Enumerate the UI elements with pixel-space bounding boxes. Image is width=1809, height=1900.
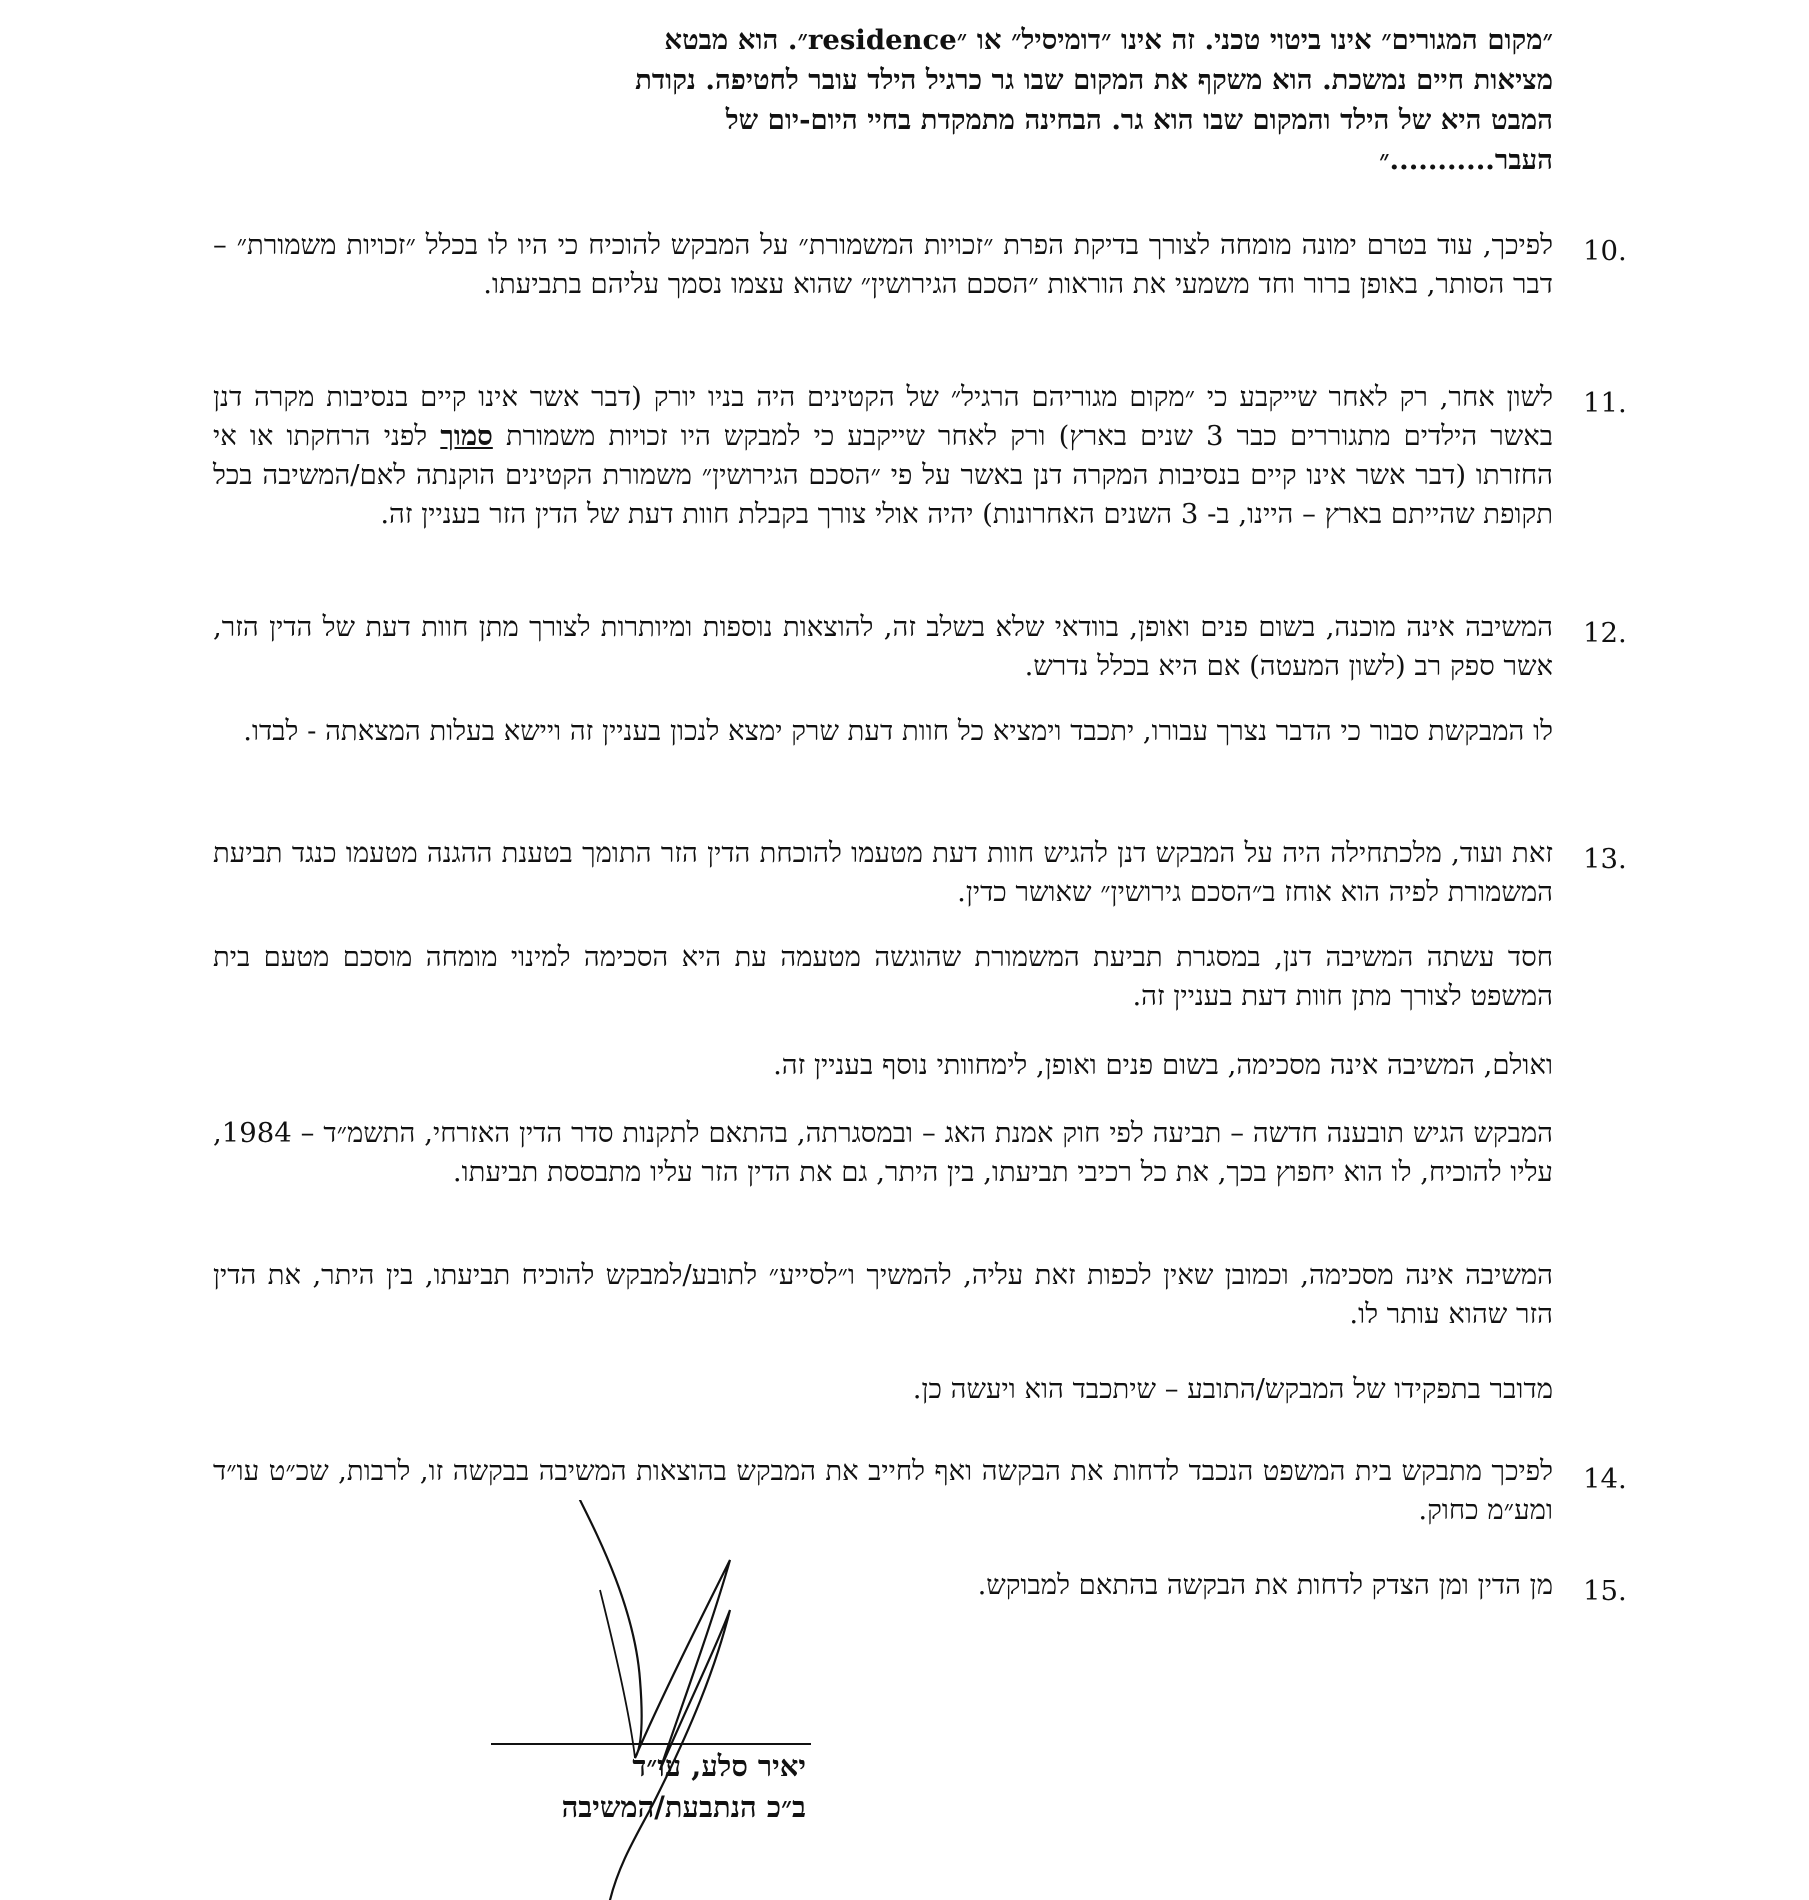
paragraph-15: מן הדין ומן הצדק לדחות את הבקשה בהתאם למבוקש. <box>977 1569 1553 1601</box>
section-number: 14. <box>1583 1463 1627 1495</box>
paragraph-13-continuation-1: חסד עשתה המשיבה דנן, במסגרת תביעת המשמורת שהוגשה מטעמה עת היא הסכימה למינוי מומחה מוסכם מטעם בית המשפט לצורך מתן חוות דעת בעניין זה. <box>213 941 1553 1012</box>
paragraph-12: המשיבה אינה מוכנה, בשום פנים ואופן, בוודאי שלא בשלב זה, להוצאות נוספות ומיותרות לצורך מתן חוות דעת של הדין הזר, אשר ספק רב (לשון המעטה) אם היא בכלל נדרש. <box>213 611 1553 682</box>
paragraph-11-part-b: לפני הרחקתו או אי החזרתו (דבר אשר אינו קיים בנסיבות המקרה דנן באשר על פי ״הסכם הגירושין״ משמורת הקטינים הוקנתה לאם/המשיבה בכל תקופת שהייתם בארץ – היינו, ב- 3 השנים האחרונות) יהיה אולי צורך בקבלת חוות דעת של הדין הזר בעניין זה. <box>213 420 1553 530</box>
section-number: 13. <box>1583 843 1627 875</box>
quote-line: המבט היא של הילד והמקום שבו הוא גר. הבחינה מתמקדת בחיי היום-יום של <box>725 104 1553 136</box>
paragraph-13-continuation-3: המבקש הגיש תובענה חדשה – תביעה לפי חוק אמנת האג – ובמסגרתה, בהתאם לתקנות סדר הדין האזרחי, התשמ״ד – 1984, עליו להוכיח, לו הוא יחפוץ בכך, את כל רכיבי תביעתו, בין היתר, גם את הדין הזר עליו מתבססת תביעתו. <box>213 1117 1553 1188</box>
quoted-passage <box>403 20 1553 180</box>
section-number: 12. <box>1583 617 1627 649</box>
handwritten-signature <box>540 1500 840 1900</box>
paragraph-10: לפיכך, עוד בטרם ימונה מומחה לצורך בדיקת הפרת ״זכויות המשמורת״ על המבקש להוכיח כי היו לו בכלל ״זכויות משמורת״ – דבר הסותר, באופן ברור וחד משמעי את הוראות ״הסכם הגירושין״ שהוא עצמו נסמך עליהם בתביעתו. <box>213 229 1553 300</box>
quote-line: ״מקום המגורים״ אינו ביטוי טכני. זה אינו ״דומיסיל״ או ״residence״. הוא מבטא <box>664 24 1553 56</box>
quote-line: מציאות חיים נמשכת. הוא משקף את המקום שבו גר כרגיל הילד עובר לחטיפה. נקודת <box>635 64 1553 96</box>
paragraph-11 <box>213 378 1553 534</box>
signer-name: יאיר סלע, עו״ד <box>632 1749 806 1783</box>
section-number: 10. <box>1583 235 1627 267</box>
section-number: 11. <box>1583 387 1627 419</box>
section-number: 15. <box>1583 1575 1627 1607</box>
signature-stroke <box>600 1590 635 1758</box>
signature-stroke <box>580 1500 730 1900</box>
paragraph-13: זאת ועוד, מלכתחילה היה על המבקש דנן להגיש חוות דעת מטעמו להוכחת הדין הזר התומך בטענת ההגנה מטעמו כנגד תביעת המשמורת לפיה הוא אוחז ב״הסכם גירושין״ שאושר כדין. <box>213 837 1553 908</box>
paragraph-13-continuation-2: ואולם, המשיבה אינה מסכימה, בשום פנים ואופן, לימחוותי נוסף בעניין זה. <box>773 1049 1553 1081</box>
paragraph-11-part-a: לשון אחר, רק לאחר שייקבע כי ״מקום מגוריהם הרגיל״ של הקטינים היה בניו יורק (דבר אשר אינו קיים בנסיבות מקרה דנן באשר הילדים מתגוררים כבר 3 שנים בארץ) ורק לאחר שייקבע כי למבקש היו זכויות משמורת <box>213 381 1553 452</box>
paragraph-13-continuation-4: המשיבה אינה מסכימה, וכמובן שאין לכפות זאת עליה, להמשיך ו״לסייע״ לתובע/למבקש להוכיח תביעתו, בין היתר, את הדין הזר שהוא עותר לו. <box>213 1259 1553 1330</box>
signer-role: ב״כ הנתבעת/המשיבה <box>561 1790 806 1824</box>
underlined-word: סמוך <box>440 420 493 452</box>
signature-line <box>491 1743 811 1745</box>
quote-line: העבר...........״ <box>1379 144 1553 176</box>
paragraph-14: לפיכך מתבקש בית המשפט הנכבד לדחות את הבקשה ואף לחייב את המבקש בהוצאות המשיבה בבקשה זו, לרבות, שכ״ט עו״ד ומע״מ כחוק. <box>213 1455 1553 1526</box>
paragraph-12-continuation: לו המבקשת סבור כי הדבר נצרך עבורו, יתכבד וימציא כל חוות דעת שרק ימצא לנכון בעניין זה ויישא בעלות המצאתה - לבדו. <box>243 715 1553 747</box>
paragraph-13-continuation-5: מדובר בתפקידו של המבקש/התובע – שיתכבד הוא ויעשה כן. <box>912 1373 1553 1405</box>
